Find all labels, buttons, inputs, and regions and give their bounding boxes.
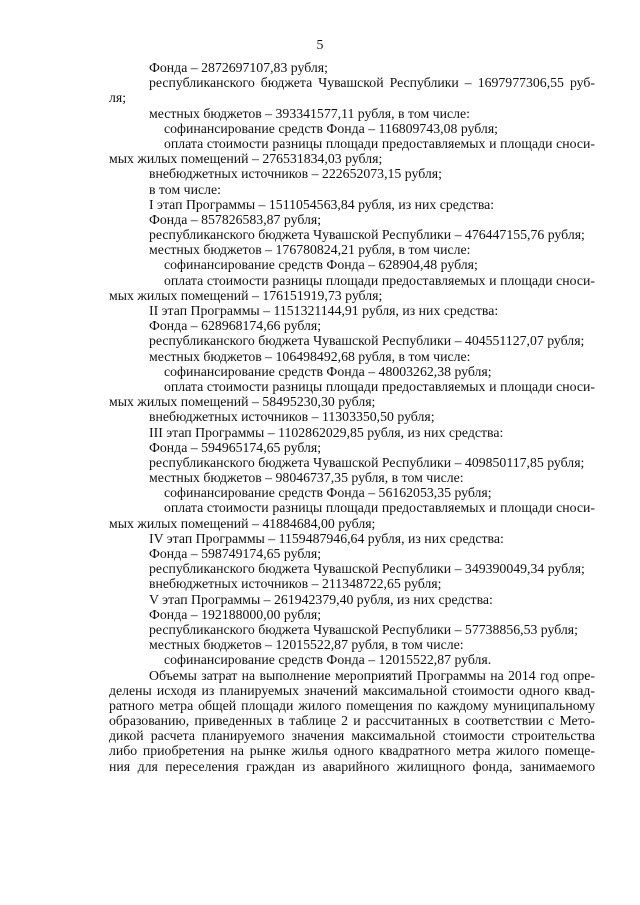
text-line: внебюджетных источников – 11303350,50 рубля; — [149, 409, 435, 425]
text-line: Фонда – 594965174,65 рубля; — [149, 439, 322, 455]
text-line: V этап Программы – 261942379,40 рубля, из них средства: — [149, 591, 493, 607]
text-line: внебюджетных источников – 211348722,65 рубля; — [149, 576, 442, 592]
text-line: делены исходя из планируемых значений максимальной стоимости одного квад- — [109, 682, 595, 698]
text-line: софинансирование средств Фонда – 56162053,35 рубля; — [164, 485, 492, 501]
text-line: местных бюджетов – 393341577,11 рубля, в том числе: — [149, 105, 470, 121]
text-line: в том числе: — [149, 181, 221, 197]
text-line: III этап Программы – 1102862029,85 рубля, из них средства: — [149, 424, 504, 440]
text-line: республиканского бюджета Чувашской Республики – 404551127,07 рубля; — [149, 333, 585, 349]
text-line: I этап Программы – 1511054563,84 рубля, из них средства: — [149, 196, 495, 212]
text-line: софинансирование средств Фонда – 628904,48 рубля; — [164, 257, 478, 273]
text-line: Фонда – 857826583,87 рубля; — [149, 211, 322, 227]
text-line: софинансирование средств Фонда – 116809743,08 рубля; — [164, 120, 499, 136]
text-line: оплата стоимости разницы площади предоставляемых и площади сноси- — [164, 135, 595, 151]
text-line: мых жилых помещений – 58495230,30 рубля; — [109, 394, 376, 410]
text-line: местных бюджетов – 176780824,21 рубля, в том числе: — [149, 242, 471, 258]
text-line: II этап Программы – 1151321144,91 рубля, из них средства: — [149, 303, 499, 318]
text-line: республиканского бюджета Чувашской Республики – 409850117,85 рубля; — [149, 454, 585, 470]
text-line: республиканского бюджета Чувашской Республики – 57738856,53 рубля; — [149, 621, 578, 637]
page-number: 5 — [316, 37, 324, 52]
text-line: оплата стоимости разницы площади предоставляемых и площади сноси- — [164, 272, 595, 288]
text-line: Фонда – 598749174,65 рубля; — [149, 546, 322, 561]
text-line: мых жилых помещений – 276531834,03 рубля; — [109, 151, 383, 167]
text-line: оплата стоимости разницы площади предоставляемых и площади сноси- — [164, 500, 595, 516]
text-line: либо приобретения на рынке жилья одного квадратного метра жилого помеще- — [109, 743, 595, 759]
text-line: мых жилых помещений – 41884684,00 рубля; — [109, 515, 376, 531]
text-line: IV этап Программы – 1159487946,64 рубля, из них средства: — [149, 530, 504, 546]
text-line: республиканского бюджета Чувашской Республики – 1697977306,55 руб- — [149, 75, 595, 91]
text-line: ния для переселения граждан из аварийного жилищного фонда, занимаемого — [109, 758, 595, 774]
text-line: ратного метра общей площади жилого помещения по каждому муниципальному — [109, 697, 595, 713]
text-line: местных бюджетов – 12015522,87 рубля, в том числе: — [149, 637, 464, 653]
text-line: республиканского бюджета Чувашской Республики – 349390049,34 рубля; — [149, 561, 585, 577]
text-line: внебюджетных источников – 222652073,15 рубля; — [149, 166, 442, 182]
text-line: мых жилых помещений – 176151919,73 рубля; — [109, 287, 383, 303]
text-line: оплата стоимости разницы площади предоставляемых и площади сноси- — [164, 378, 595, 394]
text-line: образованию, приведенных в таблице 2 и рассчитанных в соответствии с Мето- — [109, 713, 595, 729]
document-body — [109, 60, 595, 774]
text-line: Фонда – 2872697107,83 рубля; — [149, 60, 328, 75]
text-line: дикой расчета планируемого значения максимальной стоимости строительства — [109, 728, 595, 744]
text-line: софинансирование средств Фонда – 12015522,87 рубля. — [164, 652, 492, 668]
text-line: Объемы затрат на выполнение мероприятий Программы на 2014 год опре- — [149, 667, 595, 683]
text-line: софинансирование средств Фонда – 48003262,38 рубля; — [164, 363, 492, 379]
text-line: Фонда – 192188000,00 рубля; — [149, 606, 322, 622]
text-line: местных бюджетов – 98046737,35 рубля, в том числе: — [149, 470, 464, 486]
text-line: Фонда – 628968174,66 рубля; — [149, 318, 322, 334]
text-line: местных бюджетов – 106498492,68 рубля, в том числе: — [149, 348, 471, 364]
text-line: республиканского бюджета Чувашской Республики – 476447155,76 рубля; — [149, 227, 585, 243]
text-line: ля; — [109, 90, 127, 106]
